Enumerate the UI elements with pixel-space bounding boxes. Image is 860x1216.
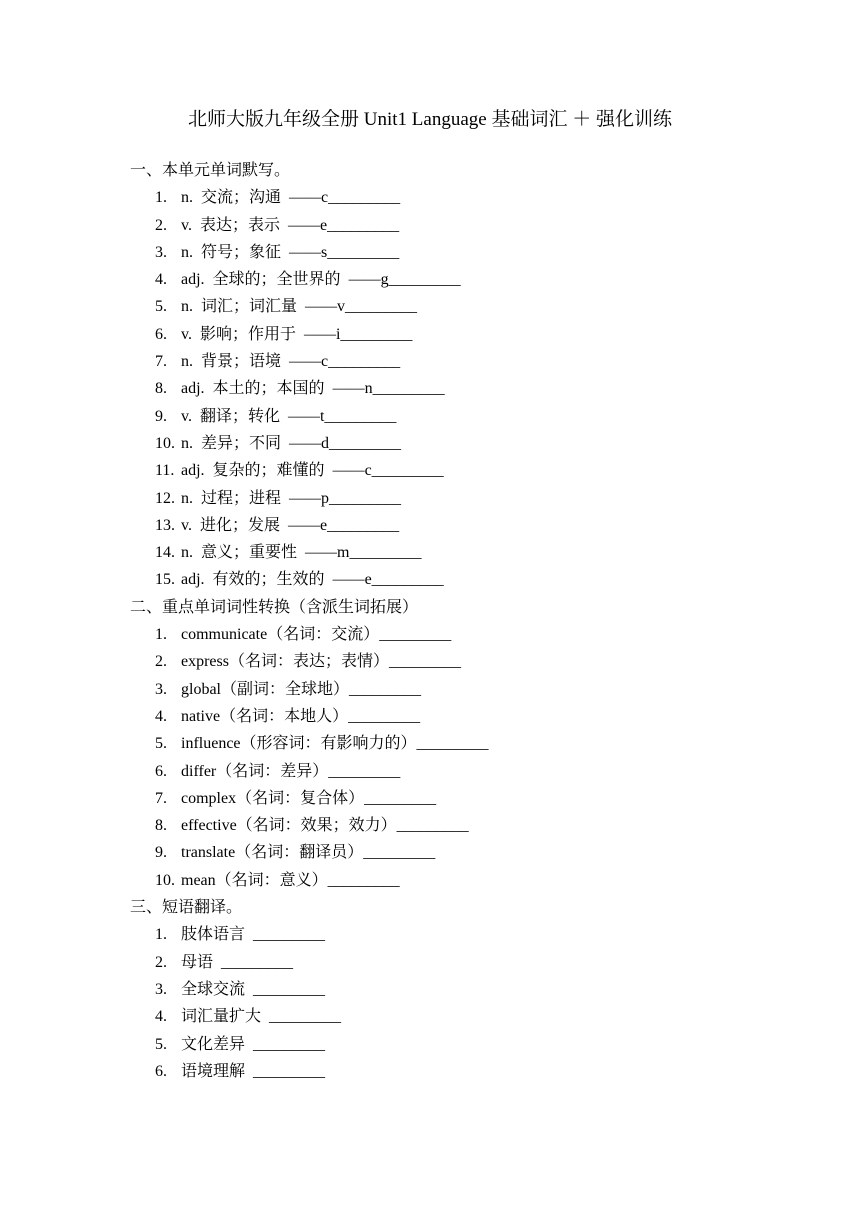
list-item — [130, 457, 820, 484]
list-item — [130, 266, 820, 293]
list-item — [130, 430, 820, 457]
item-number: 7. — [155, 789, 167, 807]
chinese-meaning: 翻译；转化 — [199, 407, 280, 425]
dash-separator: —— — [303, 325, 336, 343]
vocabulary-dictation-list — [130, 184, 820, 593]
chinese-meaning: 进化；发展 — [199, 516, 280, 534]
chinese-meaning: 本土的；本国的 — [212, 380, 325, 398]
chinese-meaning: 全球的；全世界的 — [212, 271, 341, 289]
answer-blank[interactable]: _________ — [221, 953, 294, 971]
answer-blank[interactable]: v_________ — [337, 298, 418, 316]
chinese-meaning: 有效的；生效的 — [212, 571, 325, 589]
answer-blank[interactable]: e_________ — [319, 516, 400, 534]
word-conversion-prompt[interactable]: differ（名词：差异）_________ — [181, 762, 401, 780]
word-form-conversion-list — [130, 621, 820, 894]
list-item — [130, 403, 820, 430]
part-of-speech: v. — [181, 216, 192, 234]
item-number: 5. — [155, 735, 167, 753]
part-of-speech: adj. — [181, 462, 205, 480]
answer-blank[interactable]: t_________ — [319, 407, 397, 425]
answer-blank[interactable]: d_________ — [321, 434, 402, 452]
list-item — [130, 621, 820, 648]
word-conversion-prompt[interactable]: communicate（名词：交流）_________ — [181, 626, 452, 644]
dash-separator: —— — [305, 544, 338, 562]
item-number: 1. — [155, 189, 167, 207]
answer-blank[interactable]: g_________ — [380, 271, 461, 289]
chinese-meaning: 过程；进程 — [201, 489, 282, 507]
list-item — [130, 676, 820, 703]
list-item — [130, 976, 820, 1003]
list-item — [130, 839, 820, 866]
list-item — [130, 648, 820, 675]
list-item — [130, 730, 820, 757]
answer-blank[interactable]: e_________ — [364, 571, 444, 589]
list-item — [130, 949, 820, 976]
dash-separator: —— — [289, 489, 322, 507]
item-number: 5. — [155, 1035, 167, 1053]
section-heading-vocabulary-dictation: 一、本单元单词默写。 — [130, 162, 291, 179]
item-number: 4. — [155, 1008, 167, 1026]
part-of-speech: n. — [181, 434, 193, 452]
phrase-prompt: 母语 — [181, 953, 214, 971]
word-conversion-prompt[interactable]: influence（形容词：有影响力的）_________ — [181, 735, 489, 753]
chinese-meaning: 符号；象征 — [201, 243, 282, 261]
dash-separator: —— — [289, 189, 322, 207]
page-title: 北师大版九年级全册 Unit1 Language 基础词汇 ＋ 强化训练 — [188, 109, 672, 130]
dash-separator: —— — [305, 298, 338, 316]
dash-separator: —— — [289, 353, 322, 371]
phrase-prompt: 词汇量扩大 — [181, 1008, 262, 1026]
answer-blank[interactable]: c_________ — [364, 462, 444, 480]
dash-separator: —— — [348, 271, 381, 289]
answer-blank[interactable]: _________ — [253, 980, 326, 998]
dash-separator: —— — [332, 462, 365, 480]
list-item — [130, 212, 820, 239]
list-item — [130, 375, 820, 402]
item-number: 11. — [155, 462, 175, 480]
part-of-speech: v. — [181, 407, 192, 425]
part-of-speech: v. — [181, 516, 192, 534]
word-conversion-prompt[interactable]: translate（名词：翻译员）_________ — [181, 844, 436, 862]
list-item — [130, 921, 820, 948]
dash-separator: —— — [287, 516, 320, 534]
list-item — [130, 1003, 820, 1030]
list-item — [130, 184, 820, 211]
item-number: 2. — [155, 216, 167, 234]
item-number: 3. — [155, 243, 167, 261]
phrase-prompt: 文化差异 — [181, 1035, 246, 1053]
part-of-speech: n. — [181, 189, 193, 207]
item-number: 5. — [155, 298, 167, 316]
dash-separator: —— — [289, 434, 322, 452]
word-conversion-prompt[interactable]: effective（名词：效果；效力）_________ — [181, 817, 469, 835]
chinese-meaning: 影响；作用于 — [199, 325, 296, 343]
word-conversion-prompt[interactable]: native（名词：本地人）_________ — [181, 707, 421, 725]
list-item — [130, 1031, 820, 1058]
item-number: 6. — [155, 762, 167, 780]
word-conversion-prompt[interactable]: express（名词：表达；表情）_________ — [181, 653, 461, 671]
list-item — [130, 485, 820, 512]
list-item — [130, 785, 820, 812]
list-item — [130, 321, 820, 348]
answer-blank[interactable]: i_________ — [335, 325, 413, 343]
answer-blank[interactable]: _________ — [253, 1035, 326, 1053]
answer-blank[interactable]: n_________ — [364, 380, 445, 398]
item-number: 4. — [155, 707, 167, 725]
phrase-prompt: 全球交流 — [181, 980, 246, 998]
phrase-prompt: 肢体语言 — [181, 926, 246, 944]
section-heading-phrase-translation: 三、短语翻译。 — [130, 899, 243, 917]
item-number: 10. — [155, 434, 175, 452]
item-number: 2. — [155, 953, 167, 971]
item-number: 13. — [155, 516, 175, 534]
answer-blank[interactable]: _________ — [253, 1062, 326, 1080]
part-of-speech: adj. — [181, 571, 205, 589]
chinese-meaning: 交流；沟通 — [201, 189, 282, 207]
phrase-prompt: 语境理解 — [181, 1062, 246, 1080]
item-number: 9. — [155, 844, 167, 862]
item-number: 12. — [155, 489, 175, 507]
chinese-meaning: 意义；重要性 — [201, 544, 298, 562]
part-of-speech: adj. — [181, 380, 205, 398]
dash-separator: —— — [332, 380, 365, 398]
item-number: 4. — [155, 271, 167, 289]
list-item — [130, 1058, 820, 1085]
dash-separator: —— — [287, 216, 320, 234]
word-conversion-prompt[interactable]: mean（名词：意义）_________ — [181, 871, 400, 889]
phrase-translation-list — [130, 921, 820, 1085]
list-item — [130, 512, 820, 539]
part-of-speech: n. — [181, 544, 193, 562]
item-number: 6. — [155, 325, 167, 343]
item-number: 2. — [155, 653, 167, 671]
item-number: 1. — [155, 926, 167, 944]
chinese-meaning: 背景；语境 — [201, 353, 282, 371]
answer-blank[interactable]: c_________ — [321, 353, 401, 371]
item-number: 8. — [155, 380, 167, 398]
part-of-speech: n. — [181, 353, 193, 371]
section-heading-word-form-conversion: 二、重点单词词性转换（含派生词拓展） — [130, 598, 419, 616]
item-number: 8. — [155, 817, 167, 835]
list-item — [130, 566, 820, 593]
list-item — [130, 539, 820, 566]
list-item — [130, 758, 820, 785]
chinese-meaning: 复杂的；难懂的 — [212, 462, 325, 480]
chinese-meaning: 表达；表示 — [199, 216, 280, 234]
item-number: 15. — [155, 571, 175, 589]
item-number: 10. — [155, 871, 175, 889]
answer-blank[interactable]: _________ — [269, 1008, 342, 1026]
item-number: 9. — [155, 407, 167, 425]
part-of-speech: n. — [181, 243, 193, 261]
list-item — [130, 812, 820, 839]
dash-separator: —— — [287, 407, 320, 425]
item-number: 3. — [155, 680, 167, 698]
answer-blank[interactable]: s_________ — [321, 243, 400, 261]
worksheet-content — [130, 157, 820, 1085]
dash-separator: —— — [289, 243, 322, 261]
answer-blank[interactable]: m_________ — [337, 544, 422, 562]
answer-blank[interactable]: c_________ — [321, 189, 401, 207]
part-of-speech: v. — [181, 325, 192, 343]
word-conversion-prompt[interactable]: complex（名词：复合体）_________ — [181, 789, 437, 807]
chinese-meaning: 词汇；词汇量 — [201, 298, 298, 316]
list-item — [130, 239, 820, 266]
word-conversion-prompt[interactable]: global（副词：全球地）_________ — [181, 680, 421, 698]
answer-blank[interactable]: p_________ — [321, 489, 402, 507]
list-item — [130, 348, 820, 375]
dash-separator: —— — [332, 571, 365, 589]
item-number: 14. — [155, 544, 175, 562]
item-number: 6. — [155, 1062, 167, 1080]
chinese-meaning: 差异；不同 — [201, 434, 282, 452]
list-item — [130, 293, 820, 320]
part-of-speech: n. — [181, 489, 193, 507]
item-number: 3. — [155, 980, 167, 998]
answer-blank[interactable]: e_________ — [319, 216, 400, 234]
item-number: 7. — [155, 353, 167, 371]
list-item — [130, 867, 820, 894]
list-item — [130, 703, 820, 730]
item-number: 1. — [155, 626, 167, 644]
part-of-speech: n. — [181, 298, 193, 316]
part-of-speech: adj. — [181, 271, 205, 289]
answer-blank[interactable]: _________ — [253, 926, 326, 944]
